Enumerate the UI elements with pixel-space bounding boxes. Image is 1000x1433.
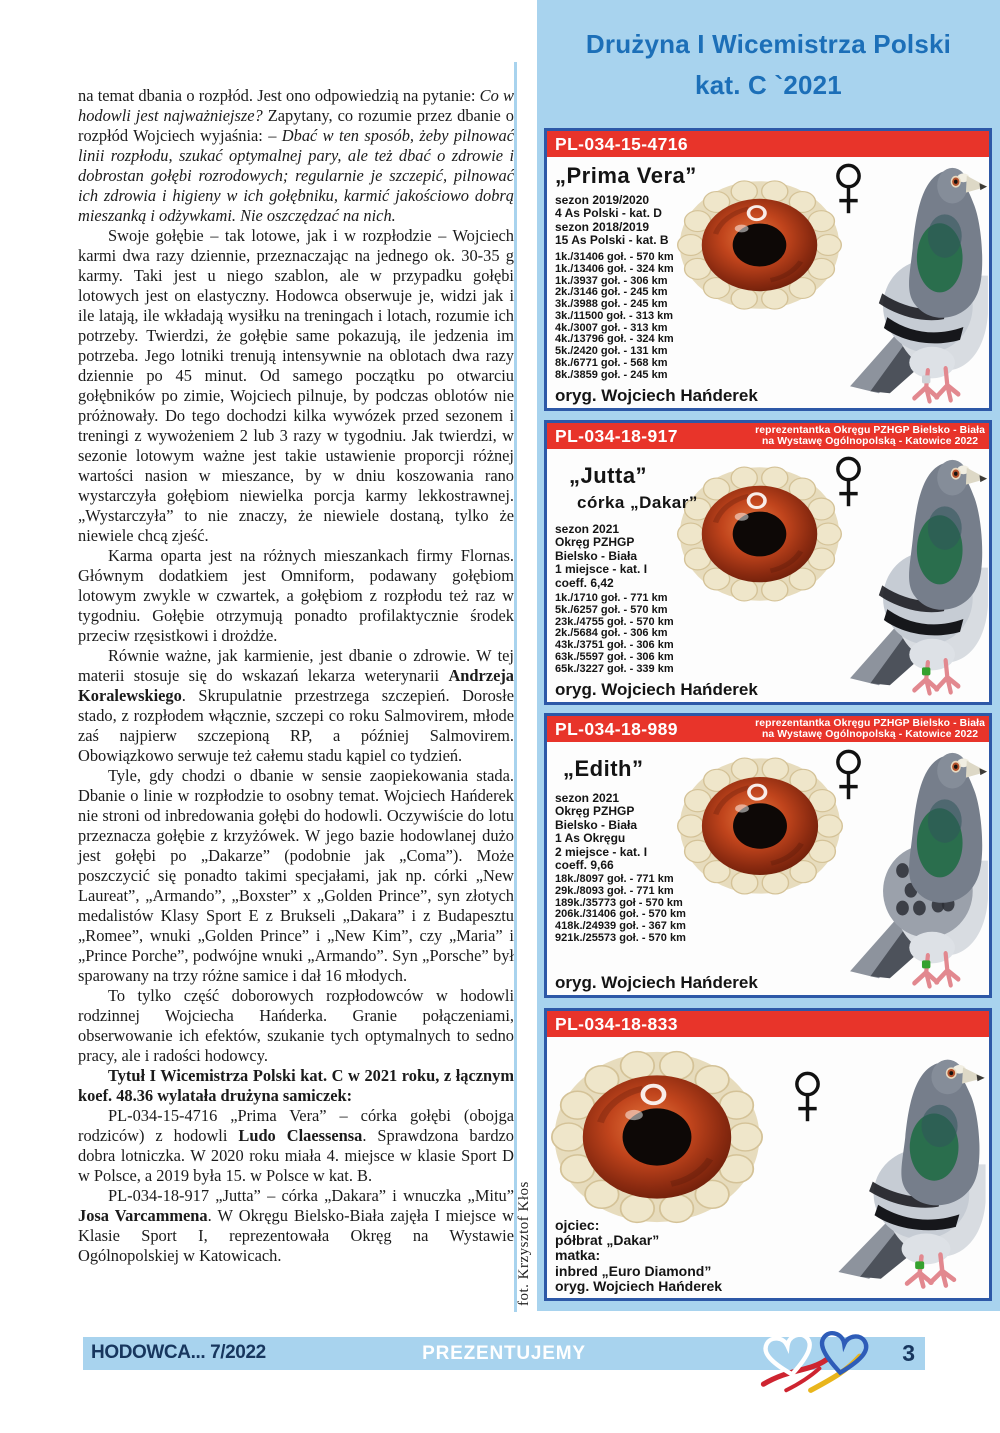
- card-body: [547, 449, 989, 702]
- info-line: sezon 2019/2020: [555, 193, 650, 207]
- female-symbol-icon: [793, 1071, 822, 1127]
- article-paragraph: Równie ważne, jak karmienie, jest dbanie o zdrowie. W tej materii stosuje się do wskazań lekarza weterynarii Andrzeja Koralewskiego. Skrupulatnie przestrzega szczepień. Dorosłe stado, z rozpłodem włącznie, szczepi co roku Salmovirem, młode zaś najpierw szczepioną RP, a później Salmovirem. Obowiązkowo serwuje też całemu stadu kąpiel co tydzień.: [78, 646, 514, 765]
- pigeon-card: [544, 420, 992, 705]
- result-line: 43k./3751 goł. - 306 km: [555, 639, 674, 651]
- article-paragraph: Swoje gołębie – tak lotowe, jak i w rozpłodzie – Wojciech karmi dwa razy dziennie, przeznaczając na jednego ok. 30-35 g karmy. Taki jest u niego szablon, ale w przypadku gołębi lotowych jest on elastyczny. Hodowca obserwuje je, widzi jak i ile latają, ile wkładają wysiłku na treningach i lotach, rozumie ich potrzeby. Twierdzi, że gołębie same pokazują, ile jedzenia im potrzeba. Jego lotniki trenują intensywnie na oblotach dwa razy dziennie po 45 minut. Od samego początku po otwarciu gołębników po zimie, Wojciech pilnuje, by podczas oblotów nie próżnowały. Do tego dochodzi kilka wywózek przed sezonem i treningi z wywożeniem 2 lub 3 razy w tygodniu. Jak twierdzi, w sezonie lotowym ważne jest takie ustawienie proporcji różnej wartości nasion w mieszance, by w dniu koszowania rano wystarczyła gołębiom niewielka porcja karmy lekkostrawnej. „Wystarczyła” to nie znaczy, że niewiele dostaną, tylko że niewiele chcą zjeść.: [78, 226, 514, 545]
- info-line: coeff. 9,66: [555, 858, 614, 873]
- article-paragraph: PL-034-18-917 „Jutta” – córka „Dakara” i wnuczka „Mitu” Josa Varcammena. W Okręgu Bielsko-Biała zajęła I miejsce w Klasie Sport I, reprezentowała Okręg na Wystawie Ogólnopolskiej w Katowicach.: [78, 1186, 514, 1265]
- magazine-issue: HODOWCA... 7/2022: [91, 1342, 266, 1363]
- result-line: 3k./11500 goł. - 313 km: [555, 309, 674, 322]
- result-line: 3k./3988 goł. - 245 km: [555, 298, 668, 310]
- info-line: Bielsko - Biała: [555, 548, 638, 563]
- pedigree-line: oryg. Wojciech Hańderek: [555, 1277, 723, 1294]
- info-line: Okręg PZHGP: [555, 804, 635, 819]
- info-line: 1 As Okręgu: [555, 831, 626, 846]
- card-info: [555, 792, 647, 872]
- ring-number: PL-034-18-989: [555, 718, 678, 739]
- card-pedigree: [555, 1218, 722, 1294]
- card-header-bar: [547, 423, 989, 449]
- pigeon-photo: [833, 1051, 991, 1296]
- pigeon-card: [544, 128, 992, 411]
- article-paragraph: Tyle, gdy chodzi o dbanie w sensie zaopiekowania stada. Dbanie o linie w rozpłodzie to osobny temat. Wojciech Hańderek nie stroni od inbredowania gołębi do hodowli. Oczywiście do lotu przeznacza gołębie z krzyżówek. W jego bazie hodowlanej dużo jest gołębi po „Dakarze” (podobnie jak „Coma”). Może poszczycić się ponadto takimi specjałami, jak np. córki „New Laureat”, „Armando”, „Boxster” x „Golden Prince”, syn złotych medalistów Klasy Sport E z Brukseli „Dakara” i z Budapesztu „Romee”, wnuki „Golden Prince” i „New Kim”, czy „Maria” i „Prince Porche”, podwójne wnuki „Armando”. Syn „Porsche” był sparowany na trzy różne samice i dał 16 młodych.: [78, 766, 514, 985]
- card-body: [547, 1037, 989, 1298]
- card-info: [555, 194, 669, 248]
- article-column: [78, 86, 514, 1266]
- card-header-bar: [547, 716, 989, 742]
- ring-number: PL-034-18-833: [555, 1013, 678, 1034]
- eye-photo: [677, 179, 842, 311]
- pigeon-panel: [537, 0, 1000, 1311]
- card-header-bar: [547, 131, 989, 157]
- result-line: 1k./31406 goł. - 570 km: [555, 251, 674, 263]
- exhibition-banner: reprezentantka Okręgu PZHGP Bielsko - Biała na Wystawę Ogólnopolską - Katowice 2022: [755, 424, 985, 447]
- pedigree-line: inbred „Euro Diamond”: [555, 1262, 712, 1279]
- panel-title: [537, 0, 1000, 106]
- section-title: PREZENTUJEMY: [422, 1343, 586, 1364]
- pigeon-photo: [845, 159, 993, 411]
- info-line: Bielsko - Biała: [555, 817, 638, 832]
- eye-photo: [677, 756, 843, 896]
- result-line: 63k./5597 goł. - 306 km: [555, 650, 674, 663]
- pigeon-card: [544, 1008, 992, 1301]
- owner-credit: oryg. Wojciech Hańderek: [555, 386, 758, 405]
- info-line: sezon 2021: [555, 791, 620, 805]
- article-paragraph: To tylko część doborowych rozpłodowców w hodowli rodzinnej Wojciecha Hańderka. Granie połączeniami, obserwowanie ich efektów, szukanie tych optymalnych to sedno pracy, ale i radości hodowcy.: [78, 986, 514, 1065]
- card-header-bar: [547, 1011, 989, 1037]
- result-line: 5k./6257 goł. - 570 km: [555, 603, 668, 616]
- info-line: 2 miejsce - kat. I: [555, 844, 648, 859]
- card-body: [547, 157, 989, 408]
- owner-credit: oryg. Wojciech Hańderek: [555, 680, 758, 699]
- result-line: 4k./13796 goł. - 324 km: [555, 333, 674, 346]
- result-line: 18k./8097 goł. - 771 km: [555, 873, 674, 885]
- photo-credit: fot. Krzysztof Kłos: [516, 1181, 532, 1306]
- pedigree-line: ojciec:: [555, 1217, 600, 1233]
- eye-photo: [677, 465, 842, 603]
- result-line: 8k./6771 goł. - 568 km: [555, 356, 668, 369]
- result-line: 1k./1710 goł. - 771 km: [555, 592, 668, 604]
- result-line: 921k./25573 goł. - 570 km: [555, 931, 686, 944]
- result-line: 189k./35773 goł - 570 km: [555, 896, 683, 909]
- result-line: 8k./3859 goł. - 245 km: [555, 368, 668, 381]
- result-line: 206k./31406 goł. - 570 km: [555, 908, 686, 921]
- card-body: [547, 742, 989, 995]
- exhibition-banner: reprezentantka Okręgu PZHGP Bielsko - Biała na Wystawę Ogólnopolską - Katowice 2022: [755, 717, 985, 740]
- result-line: 1k./3937 goł. - 306 km: [555, 274, 668, 287]
- pigeon-photo: [845, 451, 993, 703]
- article-paragraph: na temat dbania o rozpłód. Jest ono odpowiedzią na pytanie: Co w hodowli jest najważniejsze? Zapytany, co rozumie przez dbanie o rozpłód Wojciech wyjaśnia: – Dbać w ten sposób, żeby pilnować linii rozpłodu, szukać optymalnej pary, ale też dbać o zdrowie i dobrostan gołębi rozrodowych; regularnie je szczepić, pilnować ich zdrowia i higieny w ich gołębniku, karmić jakościowo dobrą mieszanką i odżywkami. Nie oszczędzać na nich.: [78, 86, 514, 225]
- info-line: sezon 2021: [555, 522, 620, 536]
- card-title: „Edith”: [563, 756, 644, 781]
- result-line: 23k./4755 goł. - 570 km: [555, 615, 674, 628]
- card-results: [555, 252, 674, 381]
- result-line: 418k./24939 goł. - 367 km: [555, 920, 686, 932]
- card-subtitle: córka „Dakar”: [577, 493, 698, 512]
- pedigree-line: matka:: [555, 1247, 601, 1264]
- info-line: 15 As Polski - kat. B: [555, 233, 669, 248]
- info-line: sezon 2018/2019: [555, 219, 650, 234]
- result-line: 2k./3146 goł. - 245 km: [555, 286, 668, 299]
- pigeon-card: [544, 713, 992, 998]
- card-title: „Jutta”: [569, 463, 648, 488]
- eye-photo: [551, 1049, 763, 1225]
- result-line: 5k./2420 goł. - 131 km: [555, 345, 668, 357]
- article-paragraph: Karma oparta jest na różnych mieszankach firmy Flornas. Głównym dodatkiem jest Omniform, podawany gołębiom lotowym zwykle w czwartek, a gołębiom z rozpłodu też raz w tygodniu. Gołębie otrzymują ponadto profilaktycznie środek przeciw rzęsistkowi i drożdże.: [78, 546, 514, 645]
- result-line: 2k./5684 goł. - 306 km: [555, 627, 668, 640]
- card-results: [555, 593, 674, 675]
- card-title: „Prima Vera”: [555, 163, 697, 188]
- ring-number: PL-034-18-917: [555, 425, 678, 446]
- result-line: 1k./13406 goł. - 324 km: [555, 262, 674, 275]
- article-paragraph: Tytuł I Wicemistrza Polski kat. C w 2021 roku, z łącznym koef. 48.36 wylatała drużyna samiczek:: [78, 1066, 514, 1105]
- result-line: 4k./3007 goł. - 313 km: [555, 321, 668, 334]
- ring-number: PL-034-15-4716: [555, 133, 689, 154]
- info-line: coeff. 6,42: [555, 575, 614, 590]
- panel-title-line2: kat. C `2021: [695, 70, 842, 100]
- panel-title-line1: Drużyna I Wicemistrza Polski: [585, 29, 952, 59]
- page-number: 3: [902, 1340, 915, 1366]
- card-results: [555, 874, 686, 945]
- hearts-logo-icon: [760, 1328, 878, 1394]
- result-line: 65k./3227 goł. - 339 km: [555, 662, 674, 675]
- pedigree-line: półbrat „Dakar”: [555, 1232, 660, 1249]
- info-line: 4 As Polski - kat. D: [555, 206, 662, 221]
- pigeon-photo: [845, 744, 993, 996]
- card-info: [555, 523, 647, 590]
- result-line: 29k./8093 goł. - 771 km: [555, 884, 674, 897]
- info-line: Okręg PZHGP: [555, 535, 635, 550]
- owner-credit: oryg. Wojciech Hańderek: [555, 973, 758, 992]
- article-paragraph: PL-034-15-4716 „Prima Vera” – córka gołębi (obojga rodziców) z hodowli Ludo Claessensa. Sprawdzona bardzo dobra lotniczka. W 2020 roku miała 4. miejsce w klasie Sport D w Polsce, a 2019 była 15. w Polsce w kat. B.: [78, 1106, 514, 1185]
- info-line: 1 miejsce - kat. I: [555, 562, 648, 577]
